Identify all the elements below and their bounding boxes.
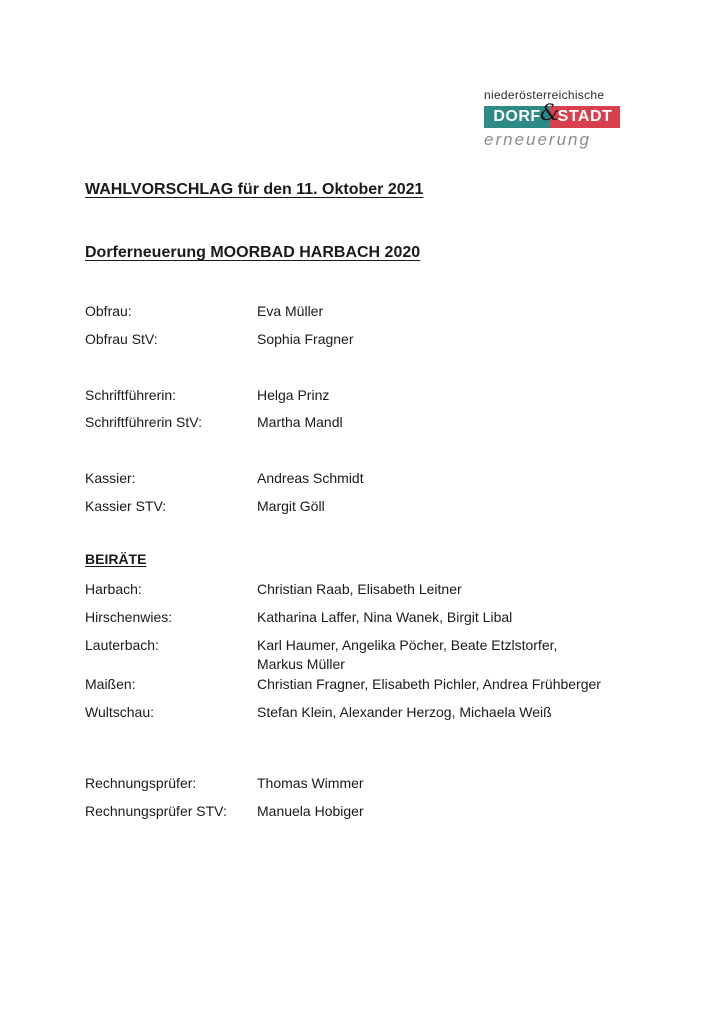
row-label: Rechnungsprüfer STV: — [85, 803, 227, 819]
dorf-stadt-logo — [484, 88, 624, 152]
row-value: Andreas Schmidt — [257, 470, 364, 486]
row-value-continued: Markus Müller — [257, 656, 345, 672]
row-value: Stefan Klein, Alexander Herzog, Michaela Weiß — [257, 704, 552, 720]
logo-ampersand: & — [540, 101, 560, 126]
row-value: Martha Mandl — [257, 414, 343, 430]
row-value: Katharina Laffer, Nina Wanek, Birgit Libal — [257, 609, 513, 625]
row-value: Helga Prinz — [257, 387, 330, 403]
row-value: Sophia Fragner — [257, 331, 354, 347]
beiraete-heading: BEIRÄTE — [85, 551, 147, 567]
row-label: Maißen: — [85, 676, 136, 692]
logo-tagline: niederösterreichische — [484, 88, 605, 102]
row-label: Wultschau: — [85, 704, 154, 720]
row-value: Christian Raab, Elisabeth Leitner — [257, 581, 462, 597]
row-value: Eva Müller — [257, 303, 324, 319]
row-label: Rechnungsprüfer: — [85, 775, 197, 791]
row-value: Christian Fragner, Elisabeth Pichler, Andrea Frühberger — [257, 676, 601, 692]
document-title: WAHLVORSCHLAG für den 11. Oktober 2021 — [85, 181, 424, 198]
row-label: Schriftführerin StV: — [85, 414, 202, 430]
row-label: Obfrau: — [85, 303, 132, 319]
row-value: Thomas Wimmer — [257, 775, 364, 791]
logo-dorf-box: DORF — [484, 106, 550, 128]
row-value: Manuela Hobiger — [257, 803, 364, 819]
logo-subline: erneuerung — [484, 130, 591, 149]
row-label: Harbach: — [85, 581, 142, 597]
row-label: Lauterbach: — [85, 637, 159, 653]
row-label: Kassier: — [85, 470, 136, 486]
row-value: Karl Haumer, Angelika Pöcher, Beate Etzlstorfer, — [257, 637, 558, 653]
row-label: Schriftführerin: — [85, 387, 177, 403]
row-value: Margit Göll — [257, 498, 325, 514]
logo-stadt-box: STADT — [550, 106, 620, 128]
row-label: Obfrau StV: — [85, 331, 158, 347]
row-label: Kassier STV: — [85, 498, 167, 514]
document-subtitle: Dorferneuerung MOORBAD HARBACH 2020 — [85, 244, 421, 261]
row-label: Hirschenwies: — [85, 609, 173, 625]
